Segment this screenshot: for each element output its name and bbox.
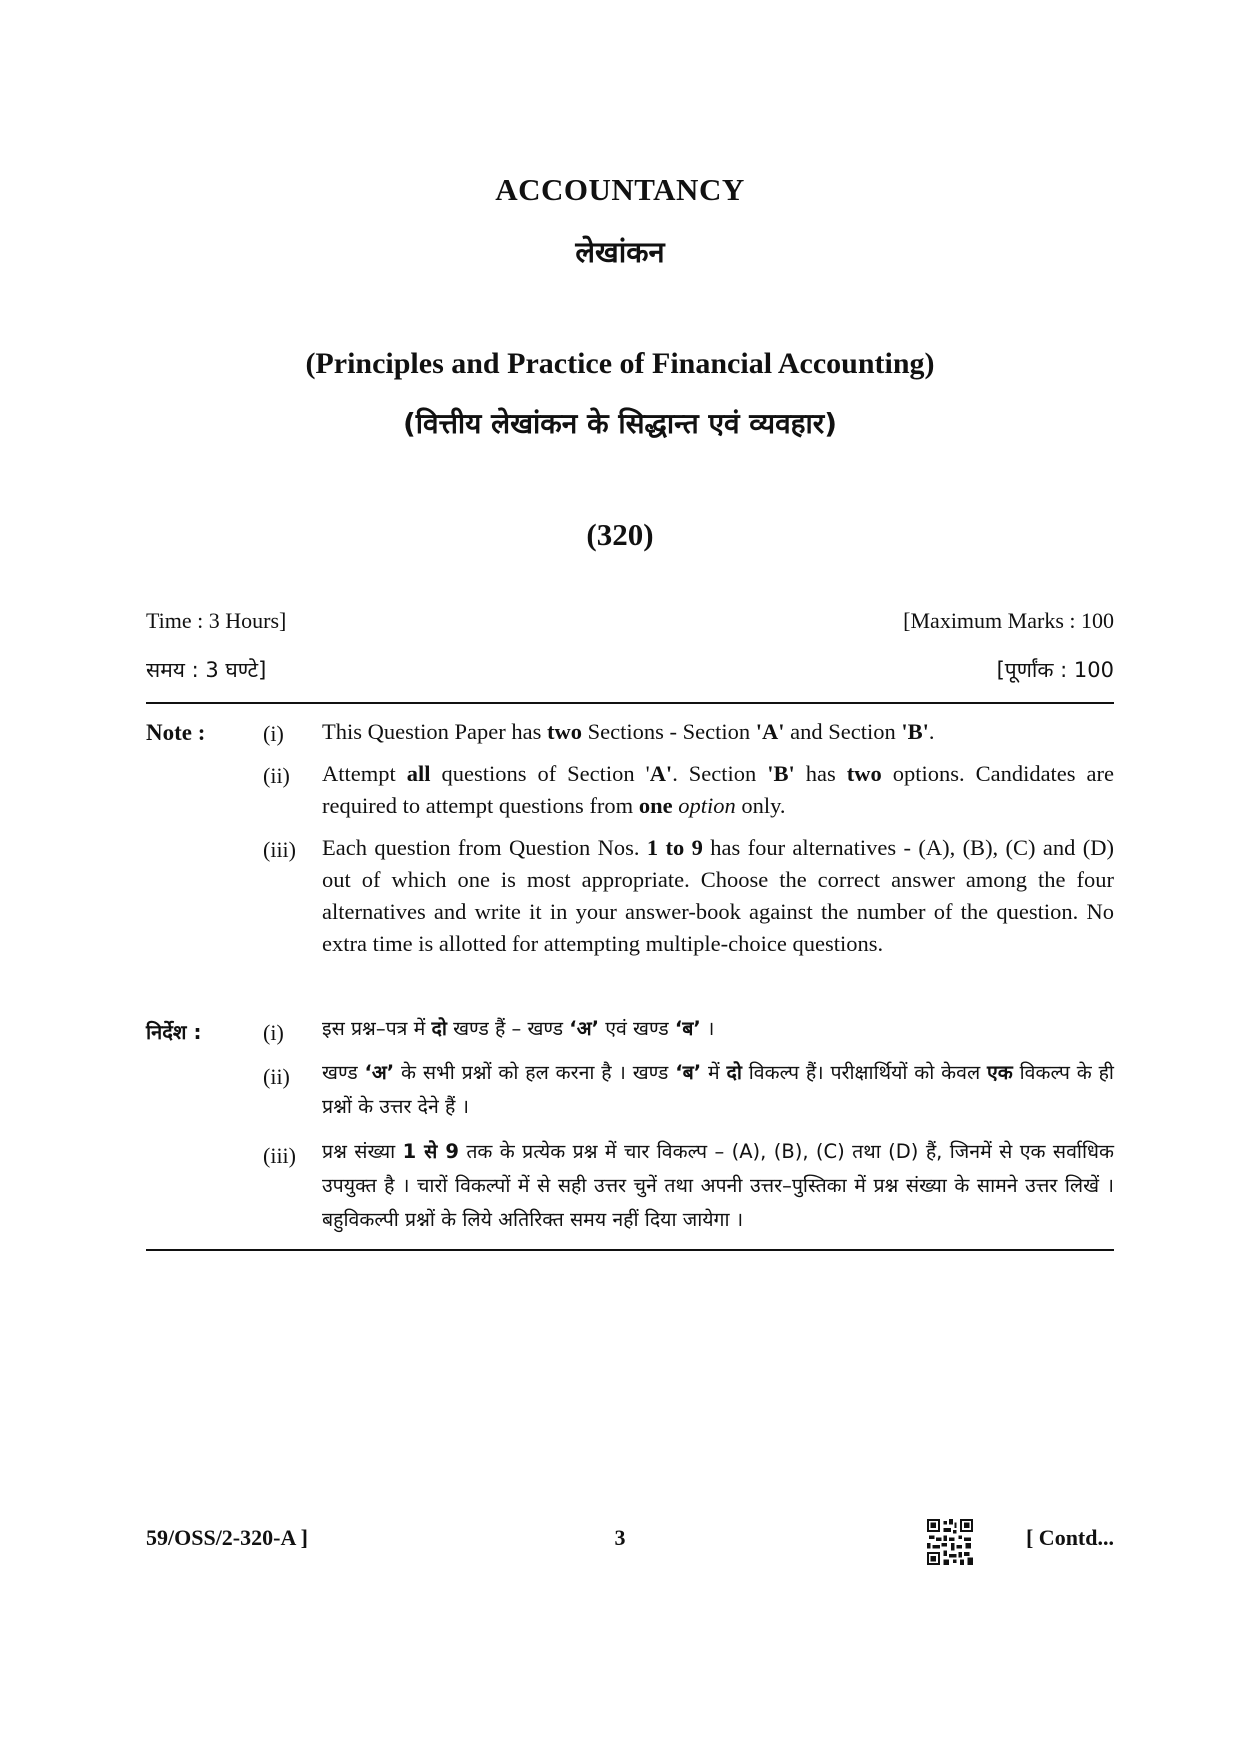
- note-item-number: (ii): [263, 1064, 290, 1089]
- note-item-hindi: खण्ड ‘अ’ के सभी प्रश्नों को हल करना है । खण्ड ‘ब’ में दो विकल्प हैं। परीक्षार्थियों को केवल एक विकल्प के ही प्रश्नों के उत्तर देने हैं ।: [322, 1061, 1114, 1118]
- maximum-marks: [Maximum Marks : 100: [903, 608, 1114, 633]
- subject-code: (320): [586, 517, 654, 552]
- bottom-rule: [146, 1249, 1114, 1251]
- note-item-hindi: प्रश्न संख्या 1 से 9 तक के प्रत्येक प्रश्न में चार विकल्प – (A), (B), (C) तथा (D) हैं, जिनमें से एक सर्वाधिक उपयुक्त है । चारों विकल्पों में से सही उत्तर चुनें तथा अपनी उत्तर–पुस्तिका में प्रश्न संख्या के सामने उत्तर लिखें । बहुविकल्पी प्रश्नों के लिये अतिरिक्त समय नहीं दिया जायेगा ।: [322, 1140, 1114, 1231]
- note-item-number: (iii): [263, 837, 296, 862]
- note-item-number: (i): [263, 1020, 284, 1045]
- paper-subtitle-hindi: (वित्तीय लेखांकन के सिद्धान्त एवं व्यवहार): [402, 407, 838, 440]
- note-item-number: (ii): [263, 763, 290, 788]
- note-item-number: (i): [263, 721, 284, 746]
- top-rule: [146, 702, 1114, 704]
- note-item: This Question Paper has two Sections - Section 'A' and Section 'B'.: [322, 719, 935, 744]
- qr-code-icon: [927, 1519, 973, 1565]
- note-label: Note :: [146, 720, 206, 745]
- continued-label: [ Contd...: [1025, 1525, 1114, 1550]
- paper-subtitle: (Principles and Practice of Financial Accounting): [305, 347, 935, 380]
- paper-code: 59/OSS/2-320-A ]: [146, 1525, 308, 1550]
- note-label-hindi: निर्देश :: [146, 1020, 202, 1044]
- time-allowed: Time : 3 Hours]: [146, 608, 287, 633]
- paper-title-hindi: लेखांकन: [575, 235, 665, 269]
- note-item-number: (iii): [263, 1143, 296, 1168]
- paper-title: ACCOUNTANCY: [495, 172, 745, 207]
- maximum-marks-hindi: [पूर्णांक : 100: [996, 658, 1114, 682]
- note-item: Each question from Question Nos. 1 to 9 has four alternatives - (A), (B), (C) and (D) out of which one is most appropriate. Choose the correct answer among the four alternatives and write it in your answer-book against the number of the question. No extra time is allotted for attempting multiple-choice questions.: [322, 835, 1114, 956]
- note-item: Attempt all questions of Section 'A'. Section 'B' has two options. Candidates are required to attempt questions from one option only.: [322, 761, 1114, 818]
- time-allowed-hindi: समय : 3 घण्टे]: [146, 658, 267, 682]
- note-item-hindi: इस प्रश्न–पत्र में दो खण्ड हैं – खण्ड ‘अ’ एवं खण्ड ‘ब’ ।: [322, 1017, 715, 1040]
- page-number: 3: [614, 1525, 626, 1550]
